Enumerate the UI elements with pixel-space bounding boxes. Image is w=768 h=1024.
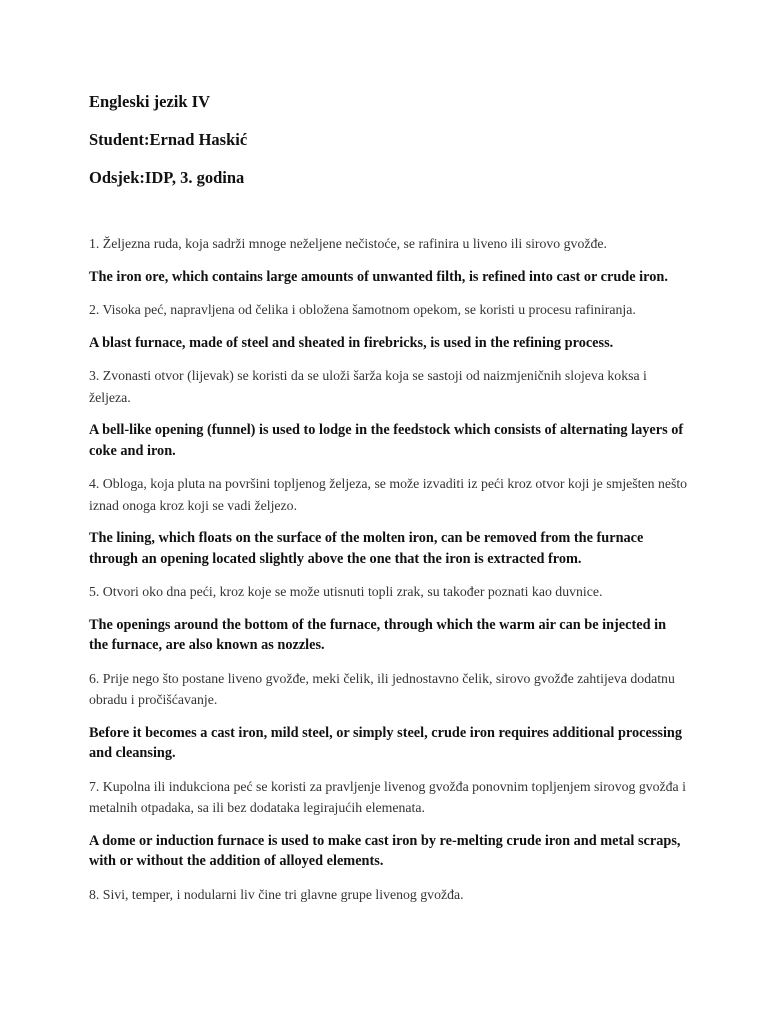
source-sentence: 2. Visoka peć, napravljena od čelika i obložena šamotnom opekom, se koristi u procesu rafiniranja. <box>89 302 636 317</box>
exercise-item-7 <box>89 776 688 872</box>
source-sentence: 8. Sivi, temper, i nodularni liv čine tri glavne grupe livenog gvožđa. <box>89 886 464 902</box>
translation-sentence: A dome or induction furnace is used to make cast iron by re-melting crude iron and metal scraps, with or without the addition of alloyed elements. <box>89 832 681 869</box>
source-sentence: 3. Zvonasti otvor (lijevak) se koristi da se uloži šarža koja se sastoji od naizmjeničnih slojeva koksa i željeza. <box>89 368 647 405</box>
translation-sentence: The lining, which floats on the surface of the molten iron, can be removed from the furnace through an opening located slightly above the one that the iron is extracted from. <box>89 530 644 567</box>
source-sentence: 6. Prije nego što postane liveno gvožđe, meki čelik, ili jednostavno čelik, sirovo gvožđe zahtijeva dodatnu obradu i pročišćavanje. <box>89 670 675 707</box>
source-sentence: 1. Željezna ruda, koja sadrži mnoge neželjene nečistoće, se rafinira u liveno ili sirovo gvožđe. <box>89 236 607 251</box>
translation-sentence: A blast furnace, made of steel and sheated in firebricks, is used in the refining process. <box>89 334 614 351</box>
exercise-item-6 <box>89 668 688 764</box>
department-line: Odsjek:IDP, 3. godina <box>89 168 245 187</box>
course-title: Engleski jezik IV <box>89 92 211 111</box>
translation-sentence: Before it becomes a cast iron, mild steel, or simply steel, crude iron requires additional processing and cleansing. <box>89 724 683 761</box>
exercise-item-2 <box>89 299 688 353</box>
source-sentence: 4. Obloga, koja pluta na površini topljenog željeza, se može izvaditi iz peći kroz otvor koji je smješten nešto iznad onoga kroz koji se vadi željezo. <box>89 476 688 513</box>
translation-sentence: The iron ore, which contains large amounts of unwanted filth, is refined into cast or crude iron. <box>89 268 668 285</box>
exercise-item-3 <box>89 365 688 461</box>
translation-sentence: The openings around the bottom of the furnace, through which the warm air can be injected in the furnace, are also known as nozzles. <box>89 616 667 653</box>
exercise-item-5 <box>89 581 688 656</box>
source-sentence: 5. Otvori oko dna peći, kroz koje se može utisnuti topli zrak, su također poznati kao duvnice. <box>89 584 603 599</box>
document-header <box>89 91 688 189</box>
source-sentence: 7. Kupolna ili indukciona peć se koristi za pravljenje livenog gvožđa ponovnim topljenjem sirovog gvožđa i metalnih otpadaka, sa ili bez dodataka legirajućih elemenata. <box>89 778 686 815</box>
exercise-item-8 <box>89 884 688 906</box>
translation-sentence: A bell-like opening (funnel) is used to lodge in the feedstock which consists of alternating layers of coke and iron. <box>89 422 684 459</box>
exercise-item-4 <box>89 473 688 569</box>
exercise-item-1 <box>89 233 688 287</box>
student-name: Student:Ernad Haskić <box>89 130 248 149</box>
